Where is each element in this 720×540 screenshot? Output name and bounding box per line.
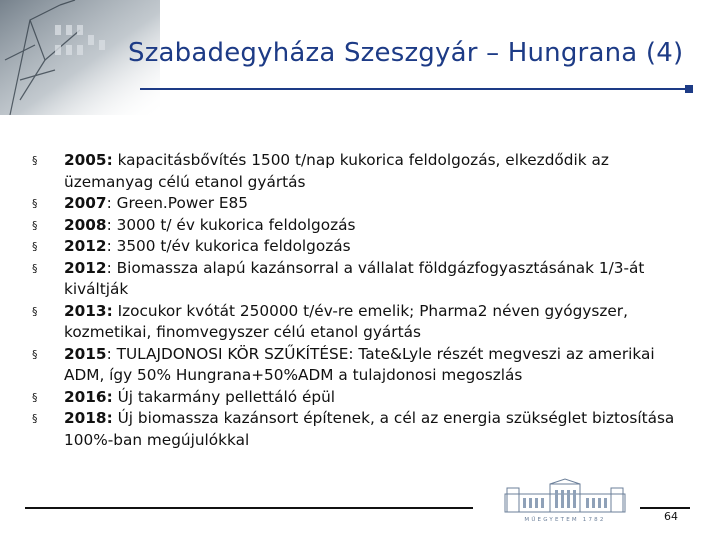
logo-caption: MŰEGYETEM 1782 — [524, 517, 606, 523]
bullet-text: 3000 t/ év kukorica feldolgozás — [111, 215, 356, 234]
bullet-item: § 2015: TULAJDONOSI KÖR SZŰKÍTÉSE: Tate&Lyle részét megveszi az amerikai ADM, így 50% Hungrana+50%ADM a tulajdonosi megoszlás — [32, 344, 655, 384]
bullet-marker-icon: § — [32, 240, 38, 253]
bullet-marker-icon: § — [32, 261, 38, 275]
bullet-marker-icon: § — [32, 390, 38, 404]
bullet-text: 3500 t/év kukorica feldolgozás — [111, 237, 351, 255]
bullet-text: Green.Power E85 — [111, 194, 249, 212]
bullet-marker-icon: § — [32, 412, 38, 425]
bullet-year: 2018 — [64, 409, 107, 427]
page-number: 64 — [664, 510, 678, 523]
bullet-item: § 2016: Új takarmány pellettáló épül — [30, 387, 690, 409]
bullet-marker-icon: § — [32, 347, 38, 361]
bullet-item: § 2013: Izocukor kvótát 250000 t/év-re emelik; Pharma2 néven gyógyszer, kozmetikai, finomvegyszer célú etanol gyártás — [32, 301, 628, 341]
bullet-item: § 2007: Green.Power E85 — [30, 193, 690, 215]
timeline-bullet-list — [30, 150, 690, 451]
bullet-text: Új takarmány pellettáló épül — [112, 387, 336, 406]
slide-title: Szabadegyháza Szeszgyár – Hungrana (4) — [128, 38, 684, 68]
bullet-item: § 2012: Biomassza alapú kazánsorral a vállalat földgázfogyasztásának 1/3-át kiváltják — [32, 258, 645, 298]
bullet-item: § 2005: kapacitásbővítés 1500 t/nap kukorica feldolgozás, elkezdődik az üzemanyag célú etanol gyártás — [32, 151, 609, 191]
bullet-year: 2008 — [64, 215, 107, 234]
bullet-text: TULAJDONOSI KÖR SZŰKÍTÉSE: Tate&Lyle részét megveszi az amerikai ADM, így 50% Hungrana+50%ADM a tulajdonosi megoszlás — [64, 344, 655, 384]
title-underline-end-marker — [685, 85, 693, 93]
bullet-text: Új biomassza kazánsort építenek, a cél az energia szükséglet biztosítása 100%-ban megújulókkal — [64, 409, 675, 449]
bullet-year: 2013 — [64, 301, 107, 320]
bullet-text: kapacitásbővítés 1500 t/nap kukorica feldolgozás, elkezdődik az üzemanyag célú etanol gyártás — [64, 151, 609, 191]
bullet-year: 2012 — [64, 237, 107, 255]
bullet-marker-icon: § — [32, 197, 38, 210]
bullet-year: 2015 — [64, 344, 107, 363]
title-underline — [140, 88, 685, 90]
bullet-item: § 2012: 3500 t/év kukorica feldolgozás — [30, 236, 690, 258]
bullet-item: § 2018: Új biomassza kazánsort építenek, a cél az energia szükséglet biztosítása 100%-ban megújulókkal — [32, 409, 675, 449]
bullet-year: 2016 — [64, 387, 107, 406]
bullet-text: Izocukor kvótát 250000 t/év-re emelik; Pharma2 néven gyógyszer, kozmetikai, finomvegyszer célú etanol gyártás — [64, 301, 628, 341]
bullet-marker-icon: § — [32, 154, 38, 167]
footer-rule-right — [640, 507, 690, 509]
footer-rule-left — [25, 507, 473, 509]
bullet-year: 2012 — [64, 258, 107, 277]
university-logo — [495, 478, 635, 523]
bullet-year: 2005 — [64, 151, 107, 169]
bullet-text: Biomassza alapú kazánsorral a vállalat földgázfogyasztásának 1/3-át kiváltják — [64, 258, 645, 298]
bullet-item: § 2008: 3000 t/ év kukorica feldolgozás — [30, 215, 690, 237]
bullet-year: 2007 — [64, 194, 107, 212]
bullet-marker-icon: § — [32, 218, 38, 232]
bullet-marker-icon: § — [32, 304, 38, 318]
